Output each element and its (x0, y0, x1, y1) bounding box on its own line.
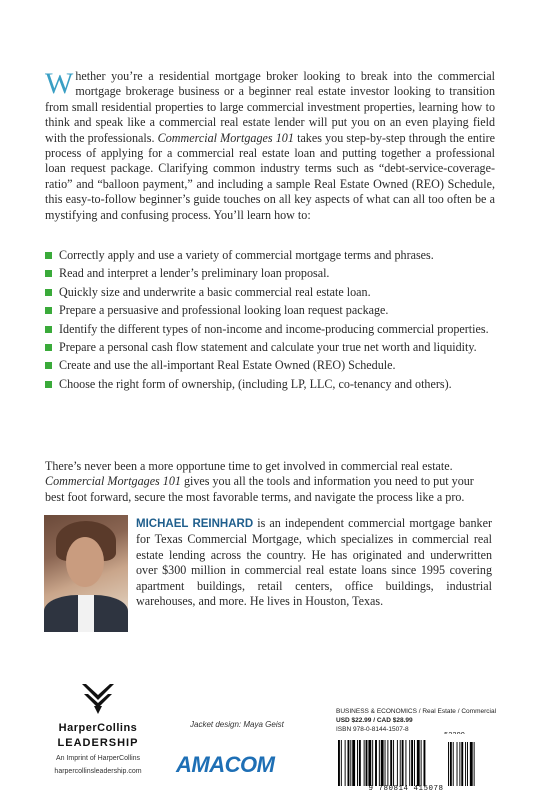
isbn-line: ISBN 978-0-8144-1507-8 (336, 726, 409, 733)
green-square-bullet-icon (45, 326, 52, 333)
intro-text-2: takes you step-by-step through the entire process of applying for a commercial real estate loan and putting together a professional loan request package. Clarifying common industry terms such as “debt-service-coverage-ratio” and “balloon payment,” and including a sample Real Estate Owned (REO) Schedule, this easy-to-follow beginner’s guide touches on all key aspects of what can all too often be a mystifying and confusing process. You’ll learn how to: (45, 130, 496, 222)
publisher-imprint-name: LEADERSHIP (57, 737, 139, 749)
list-item: Read and interpret a lender’s preliminary loan proposal. (45, 266, 495, 281)
dropcap: W (45, 67, 74, 100)
book-title-ref: Commercial Mortgages 101 (157, 130, 294, 145)
green-square-bullet-icon (45, 289, 52, 296)
list-item: Quickly size and underwrite a basic commercial real estate loan. (45, 285, 495, 300)
book-title-ref: Commercial Mortgages 101 (45, 474, 181, 489)
category-line: BUSINESS & ECONOMICS / Real Estate / Commercial (336, 708, 497, 715)
list-item: Create and use the all-important Real Estate Owned (REO) Schedule. (45, 358, 495, 373)
list-item: Prepare a personal cash flow statement and calculate your true net worth and liquidity. (45, 340, 495, 355)
author-bio-text: is an independent commercial mortgage banker for Texas Commercial Mortgage, which specializes in commercial real estate lending across the country. He has originated and underwritten over $300 million in commercial real estate loans since 1995 covering apartment buildings, retail centers, office buildings, industrial warehouses, and more. He lives in Houston, Texas. (136, 516, 492, 609)
list-item: Correctly apply and use a variety of commercial mortgage terms and phrases. (45, 248, 495, 263)
green-square-bullet-icon (45, 252, 52, 259)
barcode-digits: 9 780814 415078 (368, 785, 444, 793)
barcode-icon (336, 734, 476, 786)
jacket-credit: Jacket design: Maya Geist (190, 720, 284, 729)
green-square-bullet-icon (45, 307, 52, 314)
intro-text-1: hether you’re a residential mortgage broker looking to break into the commercial mortgage brokerage business or a beginner real estate investor looking to transition from small residential properties to large commercial investment properties, learning how to think and speak like a commercial real estate lender will put you on an even playing field with the professionals. (45, 69, 495, 145)
amacom-logo: AMACOM (176, 752, 275, 777)
publisher-name: HarperCollins (58, 722, 138, 734)
closing-paragraph: There’s never been a more opportune time to get involved in commercial real estate. Commercial Mortgages 101 gives you all the tools and information you need to put your best foot forward, secure the most favorable terms, and navigate the process like a pro. (45, 459, 474, 504)
green-square-bullet-icon (45, 344, 52, 351)
author-name: MICHAEL REINHARD (136, 518, 254, 530)
green-square-bullet-icon (45, 362, 52, 369)
publisher-imprint-note: An Imprint of HarperCollins (55, 755, 141, 762)
green-square-bullet-icon (45, 381, 52, 388)
list-item: Prepare a persuasive and professional looking loan request package. (45, 303, 495, 318)
author-bio (136, 516, 492, 609)
green-square-bullet-icon (45, 270, 52, 277)
publisher-url: harpercollinsleadership.com (54, 768, 142, 775)
list-item: Choose the right form of ownership, (including LP, LLC, co-tenancy and others). (45, 377, 495, 392)
author-photo (44, 515, 128, 632)
harpercollins-logo-icon (78, 682, 118, 716)
benefit-list (45, 248, 495, 395)
intro-paragraph (45, 69, 495, 223)
list-item: Identify the different types of non-income and income-producing commercial properties. (45, 322, 495, 337)
price-line: USD $22.99 / CAD $28.99 (336, 717, 413, 724)
barcode-addon-number: 52299 (444, 732, 466, 740)
